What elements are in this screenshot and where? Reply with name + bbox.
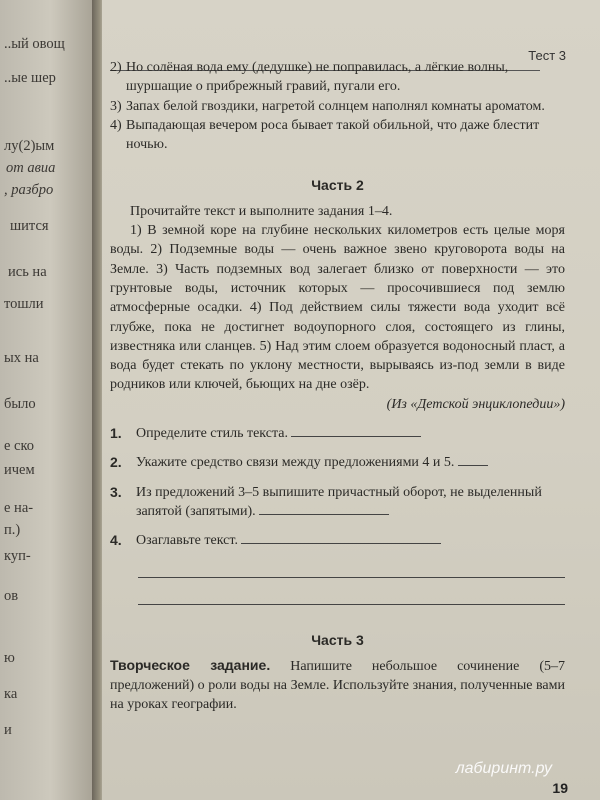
task-text: Из предложений 3–5 выпишите причастный оборот, не выделенный запятой (запятыми). xyxy=(136,484,542,519)
left-page-fragment: ись на xyxy=(8,264,47,280)
left-page-fragment: куп- xyxy=(4,548,31,564)
answer-blank[interactable] xyxy=(241,531,441,544)
option-text: Запах белой гвоздики, нагретой солнцем наполнял комнаты ароматом. xyxy=(126,98,545,114)
option-item xyxy=(110,58,565,97)
task-number: 2. xyxy=(110,454,122,471)
left-page-fragment: ка xyxy=(4,686,18,702)
creative-task xyxy=(110,656,565,715)
option-number: 2) xyxy=(110,60,122,75)
reading-text: 1) В земной коре на глубине нескольких километров есть целые моря воды. 2) Подземные воды — очень важное звено круговорота воды на Земле. 3) Часть подземных вод залегает близко от поверхности — это грунтовые воды, источник которых — просочившиеся под землю атмосферные осадки. 4) Под действием силы тяжести вода уходит всё глубже, пока не достигнет водоупорного слоя, состоящего из глины, известняка или сланцев. 5) Над этим слоем образуется водоносный пласт, а вода будет стекать по уклону местности, вырываясь из-под земли в виде родников или ключей, бьющих на дне озёр. xyxy=(110,223,565,393)
text-source: (Из «Детской энциклопедии») xyxy=(386,396,565,412)
task-number: 4. xyxy=(110,532,122,549)
left-page-fragment: е ско xyxy=(4,438,35,454)
left-page-fragment: ичем xyxy=(4,462,35,478)
page-content xyxy=(110,58,565,715)
left-page-fragment: ов xyxy=(4,588,19,604)
option-text: Но солёная вода ему (дедушке) не поправилась, а лёгкие волны, шуршащие о прибрежный гравий, пугали его. xyxy=(126,60,509,95)
left-page-fragment: ых на xyxy=(4,350,39,366)
page-number: 19 xyxy=(552,780,568,796)
answer-line[interactable] xyxy=(138,551,565,578)
answer-blank[interactable] xyxy=(291,424,421,437)
task-number: 3. xyxy=(110,483,122,500)
option-item xyxy=(110,97,565,116)
left-page-fragment: е на- xyxy=(4,500,34,516)
left-page xyxy=(0,0,92,800)
task-text: Укажите средство связи между предложениями 4 и 5. xyxy=(136,455,455,471)
left-page-fragment: было xyxy=(4,396,36,412)
left-page-fragment: ю xyxy=(4,650,15,666)
task-3 xyxy=(110,483,565,522)
left-page-fragment: п.) xyxy=(4,522,21,538)
answer-blank[interactable] xyxy=(259,502,389,515)
part3-title: Часть 3 xyxy=(311,631,364,648)
watermark-logo: лабиринт.ру xyxy=(455,760,552,777)
left-page-fragment: ..ые шер xyxy=(4,70,56,86)
creative-task-text: Напишите небольшое сочинение (5–7 предложений) о роли воды на Земле. Используйте знания, полученные вами на уроках географии. xyxy=(110,658,565,713)
part2-title: Часть 2 xyxy=(311,177,364,194)
answer-blank[interactable] xyxy=(458,453,488,466)
left-page-fragment: от авиа xyxy=(6,160,56,176)
left-page-fragment: тошли xyxy=(4,296,44,312)
part2-intro: Прочитайте текст и выполните задания 1–4. xyxy=(130,203,393,219)
left-page-fragment: и xyxy=(4,722,12,738)
task-4 xyxy=(110,531,565,550)
task-1 xyxy=(110,424,565,443)
task-text: Озаглавьте текст. xyxy=(136,533,238,549)
option-number: 3) xyxy=(110,98,122,114)
answer-line[interactable] xyxy=(138,578,565,605)
task-number: 1. xyxy=(110,425,122,442)
left-page-fragment: , разбро xyxy=(4,182,54,198)
right-page xyxy=(102,0,600,800)
creative-task-label: Творческое задание. xyxy=(110,656,271,673)
task-2 xyxy=(110,453,565,472)
left-page-fragment: шится xyxy=(10,218,49,234)
option-item xyxy=(110,116,565,155)
option-number: 4) xyxy=(110,117,122,133)
left-page-fragment: ..ый овощ xyxy=(4,36,65,52)
option-text: Выпадающая вечером роса бывает такой обильной, что даже блестит ночью. xyxy=(126,117,540,153)
test-label: Тест 3 xyxy=(528,48,566,63)
task-text: Определите стиль текста. xyxy=(136,426,288,442)
left-page-fragment: лу(2)ым xyxy=(4,138,55,154)
